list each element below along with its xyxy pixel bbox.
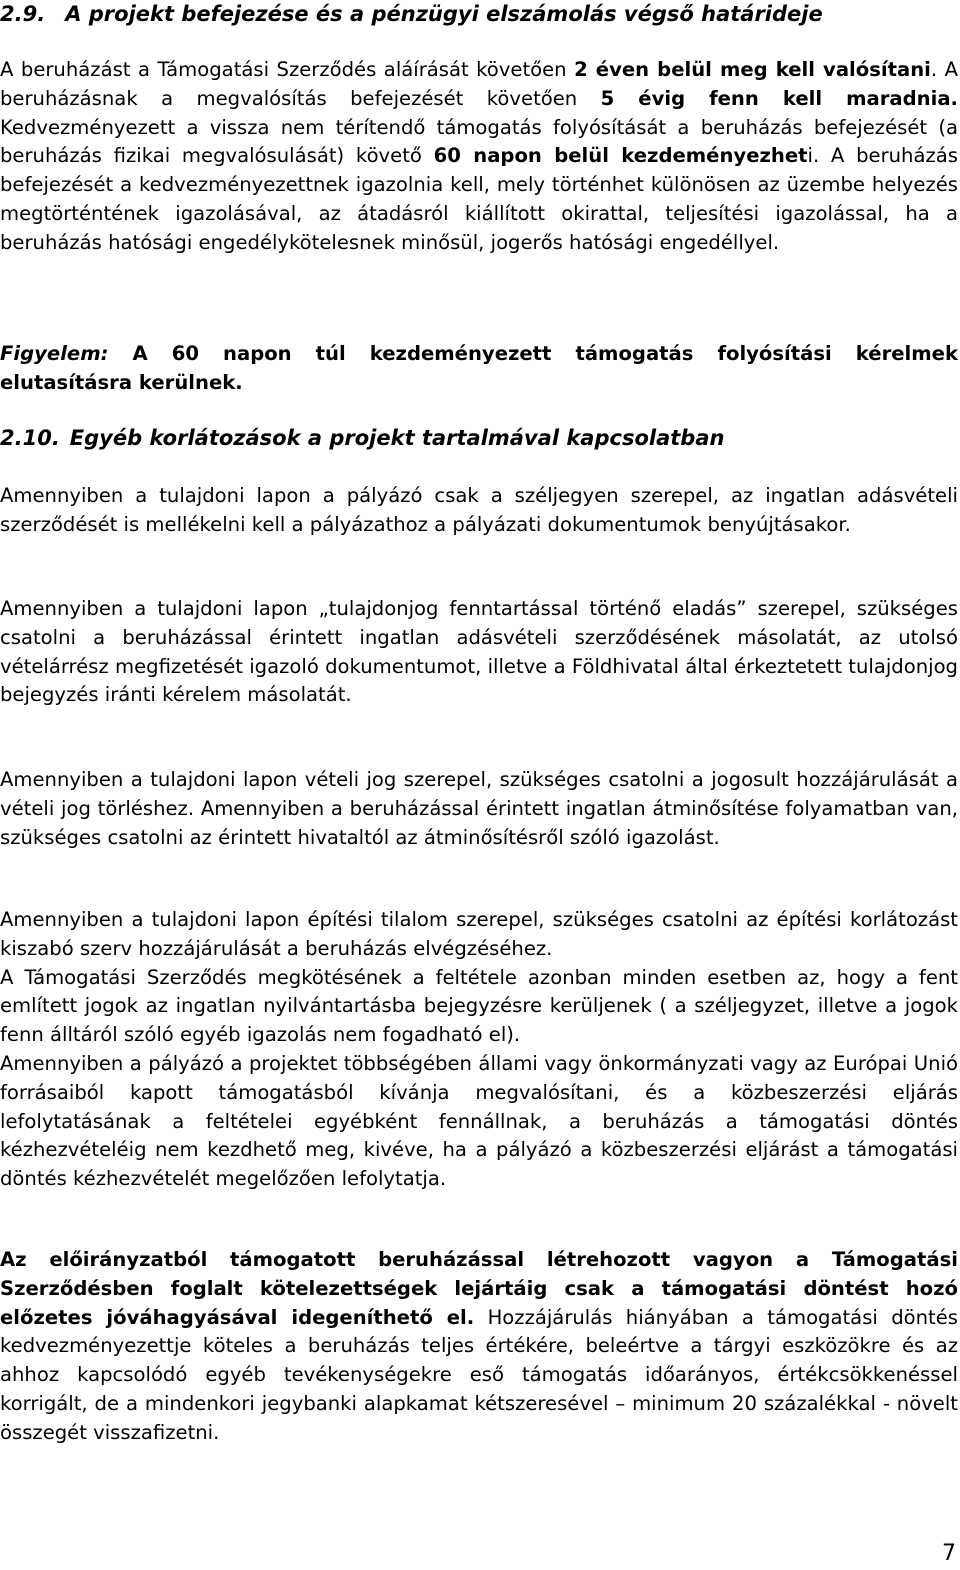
bold-run: 60 napon belül kezdeményezhet xyxy=(433,144,808,168)
section-title: A projekt befejezése és a pénzügyi elszámolás végső határideje xyxy=(65,2,823,26)
warning-text: A 60 napon túl kezdeményezett támogatás folyósítási kérelmek elutasításra kerülnek. xyxy=(0,342,958,394)
bold-run: 5 évig fenn kell maradnia. xyxy=(600,86,958,110)
section-heading-2-10 xyxy=(0,424,724,452)
paragraph-szeljegy: Amennyiben a tulajdoni lapon a pályázó csak a széljegyen szerepel, az ingatlan adásvételi szerződését is mellékelni kell a pályázathoz a pályázati dokumentumok benyújtásakor. xyxy=(0,484,958,536)
section-heading-2-9 xyxy=(0,0,823,28)
text-run: A beruházást a Támogatási Szerződés aláírását követően xyxy=(0,58,575,81)
paragraph-tulajdonjog: Amennyiben a tulajdoni lapon „tulajdonjog fenntartással történő eladás” szerepel, szükséges csatolni a beruházással érintett ingatlan adásvételi szerződésének másolatát, az utolsó vételárrész megfizetését igazoló dokumentumot, illetve a Földhivatal által érkeztetett tulajdonjog bejegyzés iránti kérelem másolatát. xyxy=(0,597,958,707)
paragraph-epitesi-tilalom xyxy=(0,906,958,1194)
text-run: A Támogatási Szerződés megkötésének a feltétele azonban minden esetben az, hogy a fent említett jogok az ingatlan nyilvántartásba bejegyzésre kerüljenek ( a széljegyzet, illetve a jogok fenn álltáról szóló egyéb igazolás nem fogadható el). xyxy=(0,965,958,1047)
text-run: i. A beruházás befejezését a kedvezményezettnek igazolnia kell, mely történhet különösen az üzembe helyezés megtörténtének igazolásával, az átadásról kiállított okirattal, teljesítési igazolással, ha a beruházás hatósági engedélykötelesnek minősül, jogerős hatósági engedéllyel. xyxy=(0,144,958,254)
paragraph-deadline xyxy=(0,56,958,258)
page-number: 7 xyxy=(942,1541,956,1566)
text-run: Amennyiben a tulajdoni lapon építési tilalom szerepel, szükséges csatolni az építési korlátozást kiszabó szerv hozzájárulását a beruházás elvégzéséhez. xyxy=(0,908,958,960)
section-number: 2.10. xyxy=(0,426,60,450)
bold-run: Az előirányzatból támogatott beruházással létrehozott vagyon a Támogatási Szerződésben foglalt kötelezettségek lejártáig csak a támogatási döntést hozó előzetes jóváhagyásával idegeníthető el. xyxy=(0,1248,958,1329)
paragraph-veteli-jog: Amennyiben a tulajdoni lapon vételi jog szerepel, szükséges csatolni a jogosult hozzájárulását a vételi jog törléshez. Amennyiben a beruházással érintett ingatlan átminősítése folyamatban van, szükséges csatolni az érintett hivataltól az átminősítésről szóló igazolást. xyxy=(0,768,958,849)
paragraph-warning xyxy=(0,340,958,398)
text-run: . A beruházásnak a megvalósítás befejezését követően xyxy=(0,58,958,110)
warning-label: Figyelem: xyxy=(0,342,109,365)
text-run: Amennyiben a pályázó a projektet többségében állami vagy önkormányzati vagy az Európai Unió forrásaiból kapott támogatásból kívánja megvalósítani, és a közbeszerzési eljárás lefolytatásának a feltételei egyébként fennállnak, a beruházás a támogatási döntés kézhezvételéig nem kezdhető meg, kivéve, ha a pályázó a közbeszerzési eljárást a támogatási döntés kézhezvételét megelőzően lefolytatja. xyxy=(0,1051,958,1191)
paragraph-vagyon xyxy=(0,1246,958,1448)
section-title: Egyéb korlátozások a projekt tartalmával kapcsolatban xyxy=(69,426,725,450)
text-run: Hozzájárulás hiányában a támogatási döntés kedvezményezettje köteles a beruházás teljes értékére, beleértve a tárgyi eszközökre és az ahhoz kapcsolódó egyéb tevékenységekre eső támogatás időarányos, értékcsökkenéssel korrigált, de a mindenkori jegybanki alapkamat kétszeresével – minimum 20 százalékkal - növelt összegét visszafizetni. xyxy=(0,1305,958,1444)
section-number: 2.9. xyxy=(0,2,46,26)
bold-run: 2 éven belül meg kell valósítani xyxy=(574,58,931,81)
text-run: Kedvezményezett a vissza nem térítendő támogatás folyósítását a beruházás befejezését (a beruházás fizikai megvalósulását) követő xyxy=(0,115,958,168)
